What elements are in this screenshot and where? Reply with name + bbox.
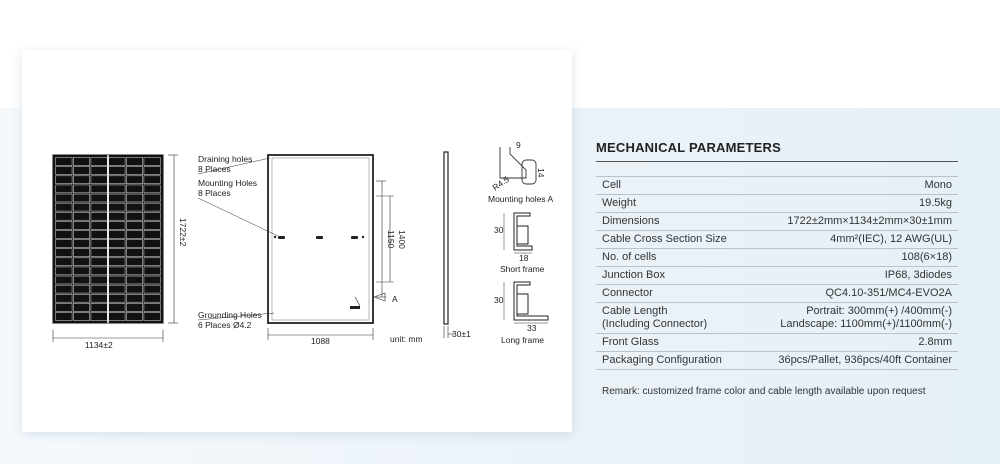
parameter-label [596,213,750,231]
parameter-value [750,285,958,303]
draining-places-label: 8 Places [198,164,231,174]
parameter-value [750,303,958,334]
long-frame-30-label: 30 [494,295,504,305]
short-frame-18-label: 18 [519,253,529,263]
dimension-1400: 1400 [397,230,407,249]
technical-drawing-card [22,50,572,432]
parameter-value [750,267,958,285]
parameter-label [596,334,750,352]
long-frame-33-label: 33 [527,323,537,333]
height-dimension: 1722±2 [178,218,188,247]
parameter-value [750,352,958,370]
parameter-value [750,231,958,249]
parameter-label [596,352,750,370]
parameter-row [596,303,958,334]
detail-r45-label: R4.5 [490,174,511,193]
parameter-value-line: IP68, 3diodes [884,269,952,281]
parameter-label [596,303,750,334]
parameter-value-line: QC4.10-351/MC4-EVO2A [825,287,952,299]
parameter-label [596,177,750,195]
parameter-label-line: Cable Cross Section Size [602,233,727,245]
parameter-label [596,231,750,249]
technical-drawing [22,50,572,432]
detail-9-label: 9 [516,140,521,150]
parameter-value [750,249,958,267]
parameter-label-line: Cable Length [602,305,668,317]
parameter-row [596,285,958,303]
parameter-value-line: 1722±2mm×1134±2mm×30±1mm [787,215,952,227]
parameter-value [750,213,958,231]
unit-label: unit: mm [390,334,423,344]
parameter-label-line: No. of cells [602,251,657,263]
parameter-label-line: Connector [602,287,653,299]
parameter-value-line: Landscape: 1100mm(+)/1100mm(-) [780,318,952,330]
parameter-row [596,177,958,195]
parameter-value-line: 4mm²(IEC), 12 AWG(UL) [830,233,952,245]
parameter-label-line: Weight [602,197,637,209]
parameter-label-line: (Including Connector) [602,318,708,330]
grounding-places-label: 6 Places Ø4.2 [198,320,252,330]
remark-text: Remark: customized frame color and cable length available upon request [602,386,926,397]
mounting-holes-a-label: Mounting holes A [488,194,554,204]
parameter-value [750,334,958,352]
parameter-row [596,213,958,231]
parameter-label-line: Junction Box [602,269,665,281]
parameter-label [596,267,750,285]
parameter-label-line: Front Glass [602,336,659,348]
parameter-label-line: Cell [602,179,621,191]
mounting-holes-label: Mounting Holes [198,178,258,188]
long-frame-profile [514,282,548,320]
width-dimension: 1134±2 [85,340,113,350]
parameter-row [596,267,958,285]
parameter-label-line: Packaging Configuration [602,354,722,366]
parameter-value-line: 2.8mm [918,336,952,348]
parameter-row [596,352,958,370]
parameter-value-line: 36pcs/Pallet, 936pcs/40ft Container [778,354,952,366]
panel-front-view [53,155,163,323]
panel-side-view [444,152,448,324]
grounding-holes-label: Grounding Holes [198,310,262,320]
thickness-dimension: 30±1 [452,329,471,339]
parameter-row [596,195,958,213]
long-frame-label: Long frame [501,335,544,345]
parameter-value-line: 19.5kg [918,197,952,209]
short-frame-profile [514,213,532,250]
short-frame-30-label: 30 [494,225,504,235]
panel-back-view [268,155,373,323]
parameter-label [596,285,750,303]
parameter-row [596,334,958,352]
dimension-1150: 1150 [386,230,396,249]
parameter-label-line: Dimensions [602,215,660,227]
arrow-a-label: A [392,294,398,304]
parameter-row [596,249,958,267]
parameter-value [750,195,958,213]
mechanical-parameters-section [596,140,958,397]
section-title: MECHANICAL PARAMETERS [596,140,958,162]
inner-width-dimension: 1088 [311,336,330,346]
parameter-value-line: Mono [924,179,952,191]
draining-holes-label: Draining holes [198,154,253,164]
detail-14-label: 14 [536,168,546,178]
parameters-table [596,176,958,370]
parameter-value-line: Portrait: 300mm(+) /400mm(-) [806,305,952,317]
parameter-value-line: 108(6×18) [901,251,952,263]
parameter-label [596,195,750,213]
short-frame-label: Short frame [500,264,545,274]
parameter-value [750,177,958,195]
parameter-row [596,231,958,249]
mounting-places-label: 8 Places [198,188,231,198]
parameter-label [596,249,750,267]
